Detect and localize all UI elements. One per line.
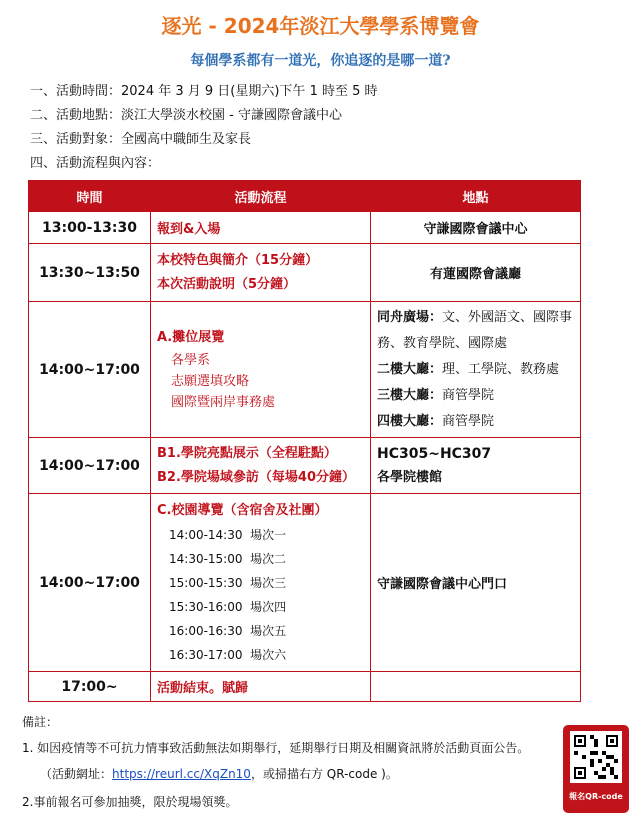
info-time: 一、活動時間：2024 年 3 月 9 日(星期六)下午 1 時至 5 時: [30, 84, 378, 99]
place-entry: [377, 357, 574, 383]
tour-slot: [157, 547, 364, 571]
place-desc: 文、外國語文、國際事務、教育學院、國際處: [377, 309, 573, 351]
schedule-table: [28, 180, 581, 702]
row-time: 14:00~17:00: [29, 438, 151, 494]
slot-label: 場次一: [250, 527, 287, 542]
row-time: 17:00~: [29, 672, 151, 702]
note-1: 1. 如因疫情等不可抗力情事致活動無法如期舉行，延期舉行日期及相關資訊將於活動頁面公告。: [22, 741, 530, 755]
header-place: 地點: [371, 181, 581, 212]
place-name: 同舟廣場：: [377, 309, 443, 325]
row-place: [371, 438, 581, 494]
note-url-line: [40, 765, 398, 782]
slot-time: 14:30-15:00: [169, 551, 243, 566]
table-row: [29, 672, 581, 702]
info-location: 二、活動地點：淡江大學淡水校園 - 守謙國際會議中心: [30, 108, 342, 123]
table-row: [29, 438, 581, 494]
slot-label: 場次四: [250, 599, 287, 614]
slot-time: 16:00-16:30: [169, 623, 243, 638]
place-entry: [377, 305, 574, 357]
tour-slot: [157, 571, 364, 595]
url-prefix: （活動網址：: [40, 767, 113, 781]
slot-label: 場次五: [250, 623, 287, 638]
notes-label: 備註：: [22, 715, 59, 729]
info-schedule-heading: 四、活動流程與內容：: [30, 156, 161, 171]
slot-time: 14:00-14:30: [169, 527, 243, 542]
tour-slot: [157, 523, 364, 547]
row-place: 守謙國際會議中心門口: [371, 494, 581, 672]
row-place: 守謙國際會議中心: [371, 212, 581, 244]
row-activity: [151, 438, 371, 494]
row-time: 13:30~13:50: [29, 244, 151, 302]
place-entry: [377, 409, 574, 435]
note-2: 2.事前報名可參加抽獎，限於現場領獎。: [22, 795, 238, 809]
tour-slot: [157, 619, 364, 643]
place-desc: 商管學院: [442, 387, 495, 403]
event-url-link[interactable]: https://reurl.cc/XqZn10: [112, 767, 251, 781]
tour-slot: [157, 595, 364, 619]
activity-item: 志願選填攻略: [171, 374, 250, 389]
row-time: 13:00-13:30: [29, 212, 151, 244]
url-suffix: ，或掃描右方 QR-code )。: [250, 767, 398, 781]
place-line: 各學院樓館: [377, 469, 443, 485]
place-name: 四樓大廳：: [377, 413, 443, 429]
row-place-empty: [371, 672, 581, 702]
row-activity: [151, 494, 371, 672]
header-activity: 活動流程: [151, 181, 371, 212]
table-row: [29, 244, 581, 302]
info-audience: 三、活動對象：全國高中職師生及家長: [30, 132, 252, 147]
qr-caption: 報名QR-code: [569, 792, 623, 801]
place-entry: [377, 383, 574, 409]
slot-label: 場次二: [250, 551, 287, 566]
activity-line: 本校特色與簡介（15分鐘）: [157, 252, 319, 268]
qr-code-icon: [570, 731, 622, 783]
row-place: 有蓮國際會議廳: [371, 244, 581, 302]
place-desc: 商管學院: [442, 413, 495, 429]
place-desc: 理、工學院、教務處: [442, 361, 560, 377]
row-activity: [151, 244, 371, 302]
table-row: [29, 302, 581, 438]
place-name: 二樓大廳：: [377, 361, 443, 377]
row-time: 14:00~17:00: [29, 494, 151, 672]
activity-item: 各學系: [171, 353, 211, 368]
activity-heading: C.校園導覽（含宿舍及社團）: [157, 502, 328, 518]
slot-label: 場次三: [250, 575, 287, 590]
qr-code-badge[interactable]: [563, 725, 629, 813]
slot-time: 16:30-17:00: [169, 647, 243, 662]
place-name: 三樓大廳：: [377, 387, 443, 403]
activity-line: 本次活動說明（5分鐘）: [157, 276, 297, 292]
activity-item: 國際暨兩岸事務處: [171, 395, 276, 410]
row-place: [371, 302, 581, 438]
header-time: 時間: [29, 181, 151, 212]
tour-slot: [157, 643, 364, 667]
page-title: 逐光 - 2024年淡江大學學系博覽會: [161, 14, 480, 38]
slot-label: 場次六: [250, 647, 287, 662]
table-header-row: [29, 181, 581, 212]
row-time: 14:00~17:00: [29, 302, 151, 438]
activity-line: B1.學院亮點展示（全程駐點）: [157, 445, 337, 461]
activity-heading: A.攤位展覽: [157, 330, 225, 345]
row-activity: 報到&入場: [151, 212, 371, 244]
slot-time: 15:00-15:30: [169, 575, 243, 590]
page-subtitle: 每個學系都有一道光，你追逐的是哪一道?: [190, 53, 451, 69]
slot-time: 15:30-16:00: [169, 599, 243, 614]
place-line: HC305~HC307: [377, 445, 492, 462]
row-activity: 活動結束。賦歸: [151, 672, 371, 702]
table-row: [29, 494, 581, 672]
activity-line: B2.學院場域參訪（每場40分鐘）: [157, 469, 355, 485]
row-activity: [151, 302, 371, 438]
table-row: [29, 212, 581, 244]
